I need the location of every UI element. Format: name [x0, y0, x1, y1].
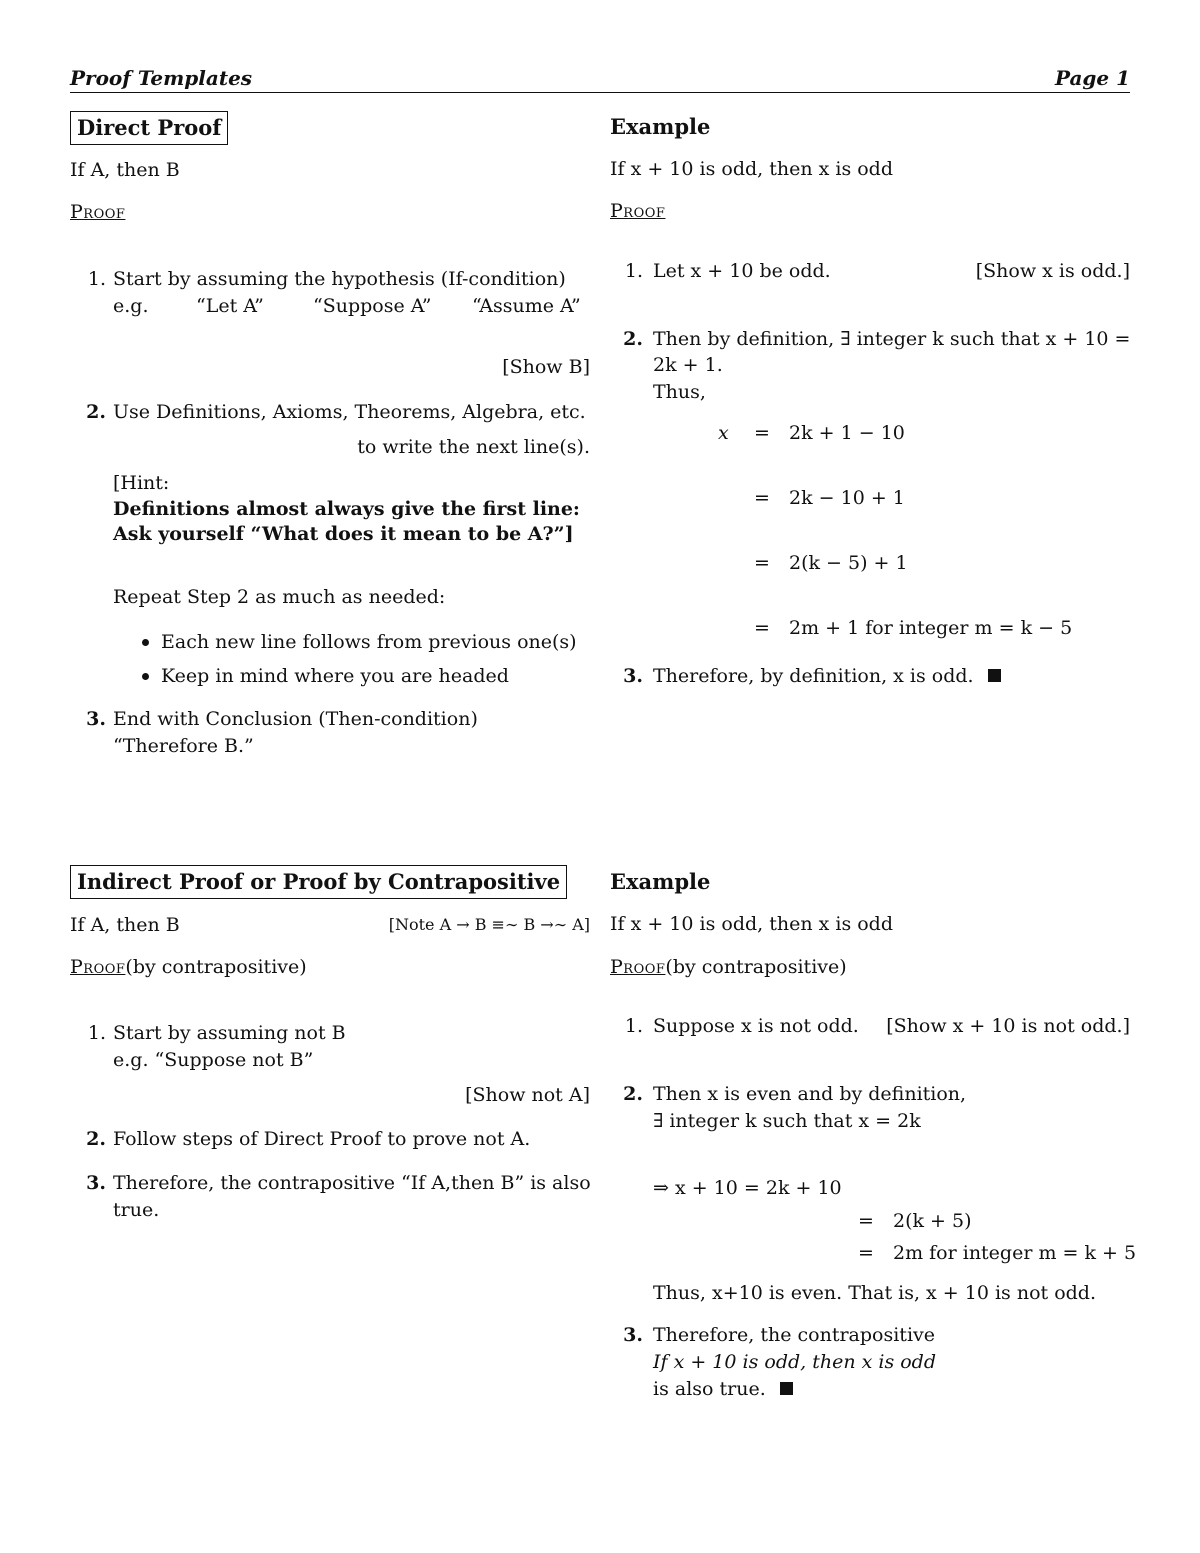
example2-step1: Suppose x is not odd. [653, 1015, 859, 1037]
page-number: Page 1 [1054, 66, 1130, 90]
direct-statement: If A, then B [70, 159, 180, 181]
example2-eq-sign: = [858, 1242, 874, 1264]
example1-step2b: 2k + 1. [653, 354, 723, 376]
example2-step2-number: 2. [623, 1083, 643, 1105]
direct-hint2: Ask yourself “What does it mean to be A?”] [113, 523, 574, 545]
indirect-statement: If A, then B [70, 914, 180, 936]
direct-step3: End with Conclusion (Then-condition) [113, 708, 478, 730]
direct-proof-label: Proof [70, 201, 126, 223]
example1-step3-number: 3. [623, 665, 643, 687]
example2-step2a: Then x is even and by definition, [653, 1083, 967, 1105]
example1-eq-sign: = [754, 552, 770, 574]
direct-show: [Show B] [502, 356, 590, 378]
example1-statement: If x + 10 is odd, then x is odd [610, 158, 893, 180]
example1-title: Example [610, 114, 711, 139]
direct-step2: Use Definitions, Axioms, Theorems, Algebra, etc. [113, 401, 586, 423]
indirect-step1-number: 1. [87, 1022, 106, 1044]
indirect-step2: Follow steps of Direct Proof to prove not A. [113, 1128, 531, 1150]
direct-eg-label: e.g. [113, 295, 149, 317]
indirect-proof-title: Indirect Proof or Proof by Contrapositive [70, 865, 567, 899]
indirect-step1: Start by assuming not B [113, 1022, 346, 1044]
example1-step2-number: 2. [623, 328, 643, 350]
indirect-step3b: true. [113, 1199, 160, 1221]
example1-proof-label: Proof [610, 200, 666, 222]
page-header [70, 64, 1130, 93]
example2-thus: Thus, x+10 is even. That is, x + 10 is not odd. [653, 1282, 1097, 1304]
indirect-step3-number: 3. [86, 1172, 106, 1194]
indirect-proof-label: Proof [70, 956, 126, 978]
example2-implies: ⇒ x + 10 = 2k + 10 [653, 1177, 842, 1199]
example1-eq4: 2m + 1 for integer m = k − 5 [789, 617, 1073, 639]
example2-step3c: is also true. [653, 1378, 766, 1400]
direct-step3-number: 3. [86, 708, 106, 730]
bullet-icon [142, 639, 149, 646]
example2-statement: If x + 10 is odd, then x is odd [610, 913, 893, 935]
direct-step1: Start by assuming the hypothesis (If-condition) [113, 268, 566, 290]
example1-step1: Let x + 10 be odd. [653, 260, 831, 282]
direct-eg3: “Assume A” [472, 295, 581, 317]
example2-eq1: 2(k + 5) [893, 1210, 972, 1232]
direct-hint1: Definitions almost always give the first line: [113, 498, 580, 520]
example2-step3b: If x + 10 is odd, then x is odd [653, 1351, 936, 1373]
example2-proof-suffix: (by contrapositive) [665, 956, 847, 978]
direct-eg1: “Let A” [196, 295, 264, 317]
example2-show: [Show x + 10 is not odd.] [886, 1015, 1130, 1037]
direct-hint-open: [Hint: [113, 472, 170, 494]
qed-icon [988, 669, 1001, 682]
example2-step2b: ∃ integer k such that x = 2k [653, 1110, 921, 1132]
example1-eq2: 2k − 10 + 1 [789, 487, 905, 509]
example1-step1-number: 1. [624, 260, 643, 282]
direct-repeat: Repeat Step 2 as much as needed: [113, 586, 446, 608]
direct-bullet2: Keep in mind where you are headed [161, 665, 509, 687]
example2-step3a: Therefore, the contrapositive [653, 1324, 935, 1346]
example1-step2a: Then by definition, ∃ integer k such that x + 10 = [653, 328, 1131, 350]
example2-step1-number: 1. [624, 1015, 643, 1037]
example1-thus: Thus, [653, 381, 706, 403]
example2-eq-sign: = [858, 1210, 874, 1232]
bullet-icon [142, 673, 149, 680]
indirect-step1b: e.g. “Suppose not B” [113, 1049, 314, 1071]
direct-step2-number: 2. [86, 401, 106, 423]
direct-bullet1: Each new line follows from previous one(s) [161, 631, 577, 653]
direct-proof-title: Direct Proof [70, 111, 228, 145]
example1-step3: Therefore, by definition, x is odd. [653, 665, 974, 687]
example2-title: Example [610, 869, 711, 894]
indirect-step2-number: 2. [86, 1128, 106, 1150]
example2-step3-number: 3. [623, 1324, 643, 1346]
indirect-proof-suffix: (by contrapositive) [125, 956, 307, 978]
direct-step1-number: 1. [87, 268, 106, 290]
example2-eq2: 2m for integer m = k + 5 [893, 1242, 1137, 1264]
indirect-note: [Note A → B ≡∼ B →∼ A] [388, 915, 590, 934]
example2-proof-label: Proof [610, 956, 666, 978]
document-title: Proof Templates [70, 66, 253, 90]
direct-step2b: to write the next line(s). [357, 436, 590, 458]
indirect-step3a: Therefore, the contrapositive “If A,then B” is also [113, 1172, 591, 1194]
example1-eq1: 2k + 1 − 10 [789, 422, 905, 444]
direct-eg2: “Suppose A” [313, 295, 432, 317]
example1-eq-sign: = [754, 617, 770, 639]
indirect-show: [Show not A] [465, 1084, 590, 1106]
example1-eq3: 2(k − 5) + 1 [789, 552, 908, 574]
qed-icon [780, 1382, 793, 1395]
direct-step3b: “Therefore B.” [113, 735, 254, 757]
example1-show: [Show x is odd.] [975, 260, 1130, 282]
example1-eq-sign: = [754, 487, 770, 509]
example1-eq-lhs: x [718, 422, 729, 444]
example1-eq-sign: = [754, 422, 770, 444]
